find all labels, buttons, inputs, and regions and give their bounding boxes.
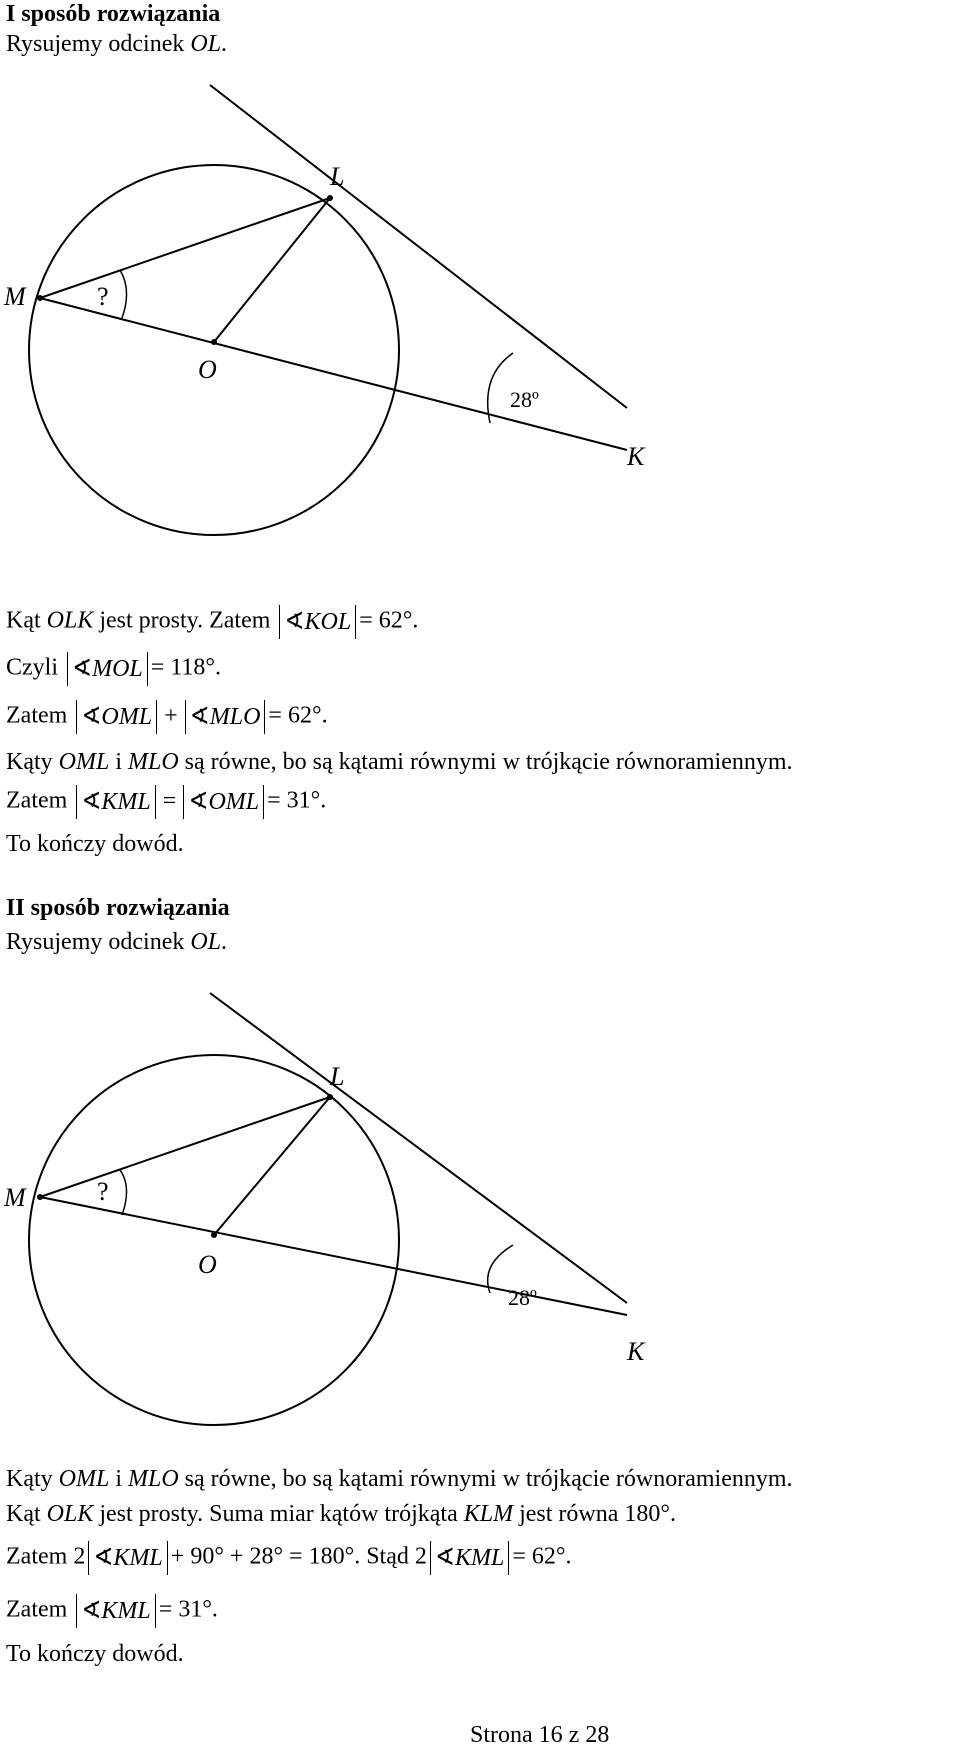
label-k: K bbox=[627, 1337, 645, 1366]
segment-ol bbox=[214, 198, 330, 342]
s1-line-3 bbox=[6, 700, 328, 734]
text: . bbox=[211, 1596, 218, 1623]
label-angle: 28º bbox=[508, 1285, 537, 1310]
point-o bbox=[211, 1232, 217, 1238]
angle-symbol: ∢ bbox=[81, 704, 102, 730]
point-l bbox=[327, 195, 333, 201]
angle-measure bbox=[67, 652, 148, 686]
text: . bbox=[412, 607, 419, 634]
text: Kąt bbox=[6, 607, 47, 634]
s1-line-5 bbox=[6, 785, 326, 819]
segment-ml bbox=[40, 198, 330, 298]
angle-symbol: ∢ bbox=[189, 704, 210, 730]
angle-measure bbox=[430, 1541, 509, 1575]
text: . bbox=[215, 654, 222, 681]
var: KML bbox=[113, 1545, 163, 1571]
point-m bbox=[37, 295, 43, 301]
intro-var: OL bbox=[190, 31, 222, 57]
label-l: L bbox=[330, 162, 345, 191]
circle bbox=[29, 1055, 399, 1425]
var: OML bbox=[101, 704, 153, 730]
angle-measure bbox=[185, 700, 266, 734]
angle-arc-m bbox=[120, 270, 127, 318]
angle-measure bbox=[279, 605, 356, 639]
label-question: ? bbox=[97, 1177, 109, 1206]
value: = 62° bbox=[268, 702, 322, 729]
value: = 31° bbox=[267, 787, 321, 814]
section2-heading: II sposób rozwiązania bbox=[6, 895, 230, 921]
text: Zatem bbox=[6, 1543, 74, 1570]
value: = 31° bbox=[158, 1596, 212, 1623]
label-l: L bbox=[330, 1062, 345, 1091]
angle-measure bbox=[76, 1594, 155, 1628]
var: KOL bbox=[304, 609, 352, 635]
label-k: K bbox=[627, 442, 645, 471]
var: OLK bbox=[46, 607, 94, 634]
circle bbox=[29, 165, 399, 535]
segment-mk bbox=[40, 1197, 627, 1315]
var: MOL bbox=[92, 656, 143, 682]
label-m: M bbox=[4, 1183, 26, 1212]
label-o: O bbox=[198, 355, 217, 384]
intro-var: OL bbox=[190, 929, 222, 955]
angle-measure bbox=[183, 785, 264, 819]
point-l bbox=[327, 1094, 333, 1100]
coefficient: 2 bbox=[73, 1543, 86, 1570]
s2-line-4 bbox=[6, 1594, 218, 1628]
var: MLO bbox=[128, 1466, 179, 1492]
text: Zatem bbox=[6, 787, 74, 814]
text: . bbox=[320, 787, 327, 814]
intro-text: Rysujemy odcinek bbox=[6, 31, 191, 57]
plus: + bbox=[164, 702, 178, 729]
segment-ml bbox=[40, 1097, 330, 1197]
s2-line-1 bbox=[6, 1465, 793, 1493]
label-o: O bbox=[198, 1250, 217, 1279]
s1-line-6: To kończy dowód. bbox=[6, 831, 184, 857]
text: Kąty bbox=[6, 749, 59, 775]
s2-line-2 bbox=[6, 1500, 676, 1528]
text: i bbox=[109, 749, 128, 775]
section1-heading: I sposób rozwiązania bbox=[6, 1, 221, 27]
angle-measure bbox=[88, 1541, 167, 1575]
segment-mk bbox=[40, 298, 627, 450]
text: . bbox=[670, 1501, 676, 1527]
text: są równe, bo są kątami równymi w trójkącie równoramiennym. bbox=[178, 749, 793, 775]
section2-intro bbox=[6, 928, 227, 956]
text: Kąt bbox=[6, 1501, 47, 1527]
value: + 90° + 28° = 180° bbox=[170, 1543, 355, 1570]
text: Kąty bbox=[6, 1466, 59, 1492]
text: i bbox=[109, 1466, 128, 1492]
label-question: ? bbox=[97, 282, 109, 311]
angle-symbol: ∢ bbox=[284, 609, 305, 635]
var: MLO bbox=[209, 704, 261, 730]
angle-symbol: ∢ bbox=[434, 1545, 455, 1571]
angle-symbol: ∢ bbox=[188, 789, 209, 815]
var: OML bbox=[208, 789, 260, 815]
label-m: M bbox=[4, 282, 26, 311]
s1-line-4 bbox=[6, 748, 793, 776]
intro-end: . bbox=[221, 31, 228, 57]
text: . bbox=[321, 702, 328, 729]
equals: = bbox=[162, 787, 177, 814]
var: OLK bbox=[46, 1501, 94, 1527]
intro-text: Rysujemy odcinek bbox=[6, 929, 191, 955]
coefficient: 2 bbox=[414, 1543, 427, 1570]
point-o bbox=[211, 339, 217, 345]
text: Czyli bbox=[6, 654, 64, 681]
text: jest prosty. Zatem bbox=[93, 607, 277, 634]
angle-measure bbox=[76, 785, 155, 819]
angle-symbol: ∢ bbox=[81, 789, 102, 815]
text: Zatem bbox=[6, 1596, 74, 1623]
section1-intro bbox=[6, 30, 227, 58]
page-footer: Strona 16 z 28 bbox=[470, 1722, 610, 1748]
angle-symbol: ∢ bbox=[93, 1545, 114, 1571]
s2-line-3 bbox=[6, 1541, 571, 1575]
tangent-line bbox=[210, 85, 627, 408]
value: 180° bbox=[624, 1501, 670, 1527]
label-angle: 28º bbox=[510, 387, 539, 412]
s1-line-1 bbox=[6, 605, 418, 639]
intro-end: . bbox=[221, 929, 228, 955]
var: KML bbox=[101, 1598, 151, 1624]
text: jest równa bbox=[513, 1501, 625, 1527]
var: OML bbox=[58, 749, 110, 775]
value: = 62° bbox=[512, 1543, 566, 1570]
angle-measure bbox=[76, 700, 157, 734]
text: jest prosty. Suma miar kątów trójkąta bbox=[93, 1501, 464, 1527]
angle-symbol: ∢ bbox=[72, 656, 93, 682]
var: MLO bbox=[128, 749, 179, 775]
angle-arc-m bbox=[120, 1170, 127, 1215]
text: . Stąd bbox=[354, 1543, 415, 1570]
figure-2 bbox=[0, 975, 960, 1375]
value: = 118° bbox=[150, 654, 216, 681]
figure-1 bbox=[0, 80, 960, 471]
value: = 62° bbox=[359, 607, 413, 634]
text: . bbox=[565, 1543, 572, 1570]
var: KML bbox=[454, 1545, 505, 1571]
text: są równe, bo są kątami równymi w trójkącie równoramiennym. bbox=[178, 1466, 793, 1492]
s2-line-5: To kończy dowód. bbox=[6, 1641, 184, 1667]
var: OML bbox=[58, 1466, 110, 1492]
var: KLM bbox=[463, 1501, 514, 1527]
var: KML bbox=[101, 789, 151, 815]
tangent-line bbox=[210, 993, 627, 1303]
s1-line-2 bbox=[6, 652, 221, 686]
angle-symbol: ∢ bbox=[81, 1598, 102, 1624]
text: Zatem bbox=[6, 702, 74, 729]
point-m bbox=[37, 1194, 43, 1200]
